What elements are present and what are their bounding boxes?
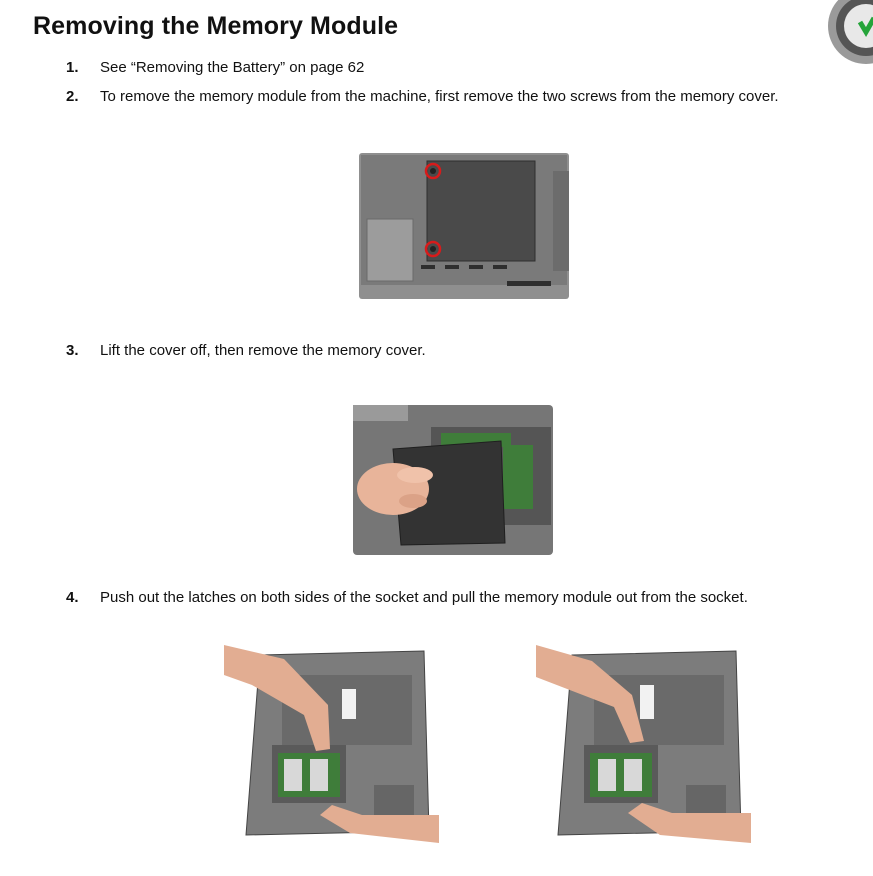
corner-badge-icon xyxy=(826,0,873,66)
step-number: 3. xyxy=(66,342,79,359)
page-title: Removing the Memory Module xyxy=(33,12,399,40)
figure-latch-left-photo xyxy=(224,645,439,843)
step-text: Push out the latches on both sides of the socket and pull the memory module out from the socket. xyxy=(100,589,748,606)
step-text: Lift the cover off, then remove the memory cover. xyxy=(100,342,426,359)
step-number: 1. xyxy=(66,59,79,76)
figure-lift-cover-photo xyxy=(353,405,578,557)
step-text: To remove the memory module from the machine, first remove the two screws from the memory cover. xyxy=(100,88,779,105)
figure-screws-photo xyxy=(357,151,572,303)
figure-latch-right-photo xyxy=(536,645,751,843)
step-number: 2. xyxy=(66,88,79,105)
step-number: 4. xyxy=(66,589,79,606)
step-text: See “Removing the Battery” on page 62 xyxy=(100,59,365,76)
